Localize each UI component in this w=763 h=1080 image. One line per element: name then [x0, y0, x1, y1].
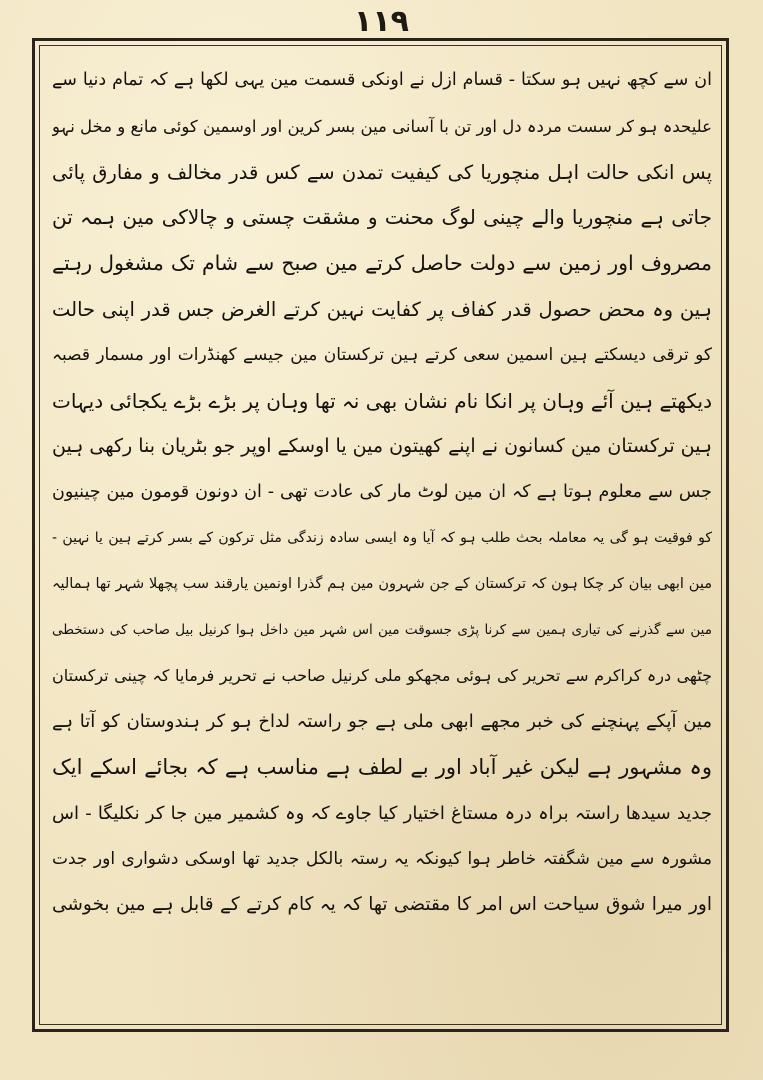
text-line: مین سے گذرنے کی تیاری ہمین سے کرنا پڑی جسوقت مین اس شہر مین داخل ہوا کرنیل بیل صاحب کی دستخطی	[52, 621, 712, 638]
page-number: ۱۱۹	[354, 4, 409, 39]
text-line: ہین ترکستان مین کسانون نے اپنے کھیتون مین یا اوسکے اوپر جو بٹریان بنا رکھی ہین	[52, 435, 712, 458]
text-line: مصروف اور زمین سے دولت حاصل کرتے مین صبح سے شام تک مشغول رہتے	[52, 251, 712, 276]
text-line: جدید سیدھا راستہ براہ درہ مستاغ اختیار کیا جاوے کہ وہ کشمیر مین جا کر نکلیگا - اس	[52, 802, 712, 824]
text-line: پس انکی حالت اہل منچوریا کی کیفیت تمدن سے کس قدر مخالف و مفارق پائی	[52, 160, 712, 184]
text-line: وہ مشہور ہے لیکن غیر آباد اور بے لطف ہے مناسب ہے کہ بجائے اسکے ایک	[52, 754, 712, 779]
text-line: ان سے کچھ نہیں ہو سکتا - قسام ازل نے اونکی قسمت مین یہی لکھا ہے کہ تمام دنیا سے	[52, 70, 712, 90]
text-line: علیحدہ ہو کر سست مردہ دل اور تن با آسانی مین بسر کرین اور اوسمین کوئی مانع و مخل نہو	[52, 116, 712, 136]
text-line: چٹھی درہ کراکرم سے تحریر کی ہوئی مجھکو ملی کرنیل صاحب نے تحریر فرمایا کہ چینی ترکستان	[52, 666, 712, 686]
text-line: اور میرا شوق سیاحت اس امر کا مقتضی تھا کہ یہ کام کرتے کے قابل ہے مین بخوشی	[52, 894, 712, 916]
text-line: دیکھتے ہین آئے وہان پر انکا نام نشان بھی نہ تھا وہان پر بڑے بڑے یکجائی دیہات	[52, 388, 712, 413]
text-line: مین آپکے پہنچنے کی خبر مجھے ابھی ملی ہے جو راستہ لداخ ہو کر ہندوستان کو آتا ہے	[52, 711, 712, 733]
text-line: جاتی ہے منچوریا والے چینی لوگ محنت و مشقت چستی و چالاکی مین ہمہ تن	[52, 205, 712, 230]
text-line: کو فوقیت ہو گی یہ معاملہ بحث طلب ہو کہ آیا وہ ایسی سادہ زندگی مثل ترکون کے بسر کرتے ہین یا نہین -	[52, 529, 712, 546]
text-line: جس سے معلوم ہوتا ہے کہ ان مین لوٹ مار کی عادت تھی - ان دونون قومون مین چینیون	[52, 482, 712, 503]
text-line: مشورہ سے مین شگفتہ خاطر ہوا کیونکہ یہ رستہ بالکل جدید تھا اوسکی دشواری اور جدت	[52, 848, 712, 869]
body-text	[52, 58, 712, 928]
text-line: مین ابھی بیان کر چکا ہون کہ ترکستان کے جن شہرون مین ہم گذرا اونمین یارقند سب پچھلا شہر تھا ہمالیہ	[52, 575, 712, 592]
text-line: کو ترقی دیسکتے ہین اسمین سعی کرتے ہین ترکستان مین جیسے کھنڈرات اور مسمار قصبہ	[52, 344, 712, 365]
text-line: ہین وہ محض حصول قدر کفاف پر کفایت نہین کرتے الغرض جس قدر اپنی حالت	[52, 297, 712, 321]
